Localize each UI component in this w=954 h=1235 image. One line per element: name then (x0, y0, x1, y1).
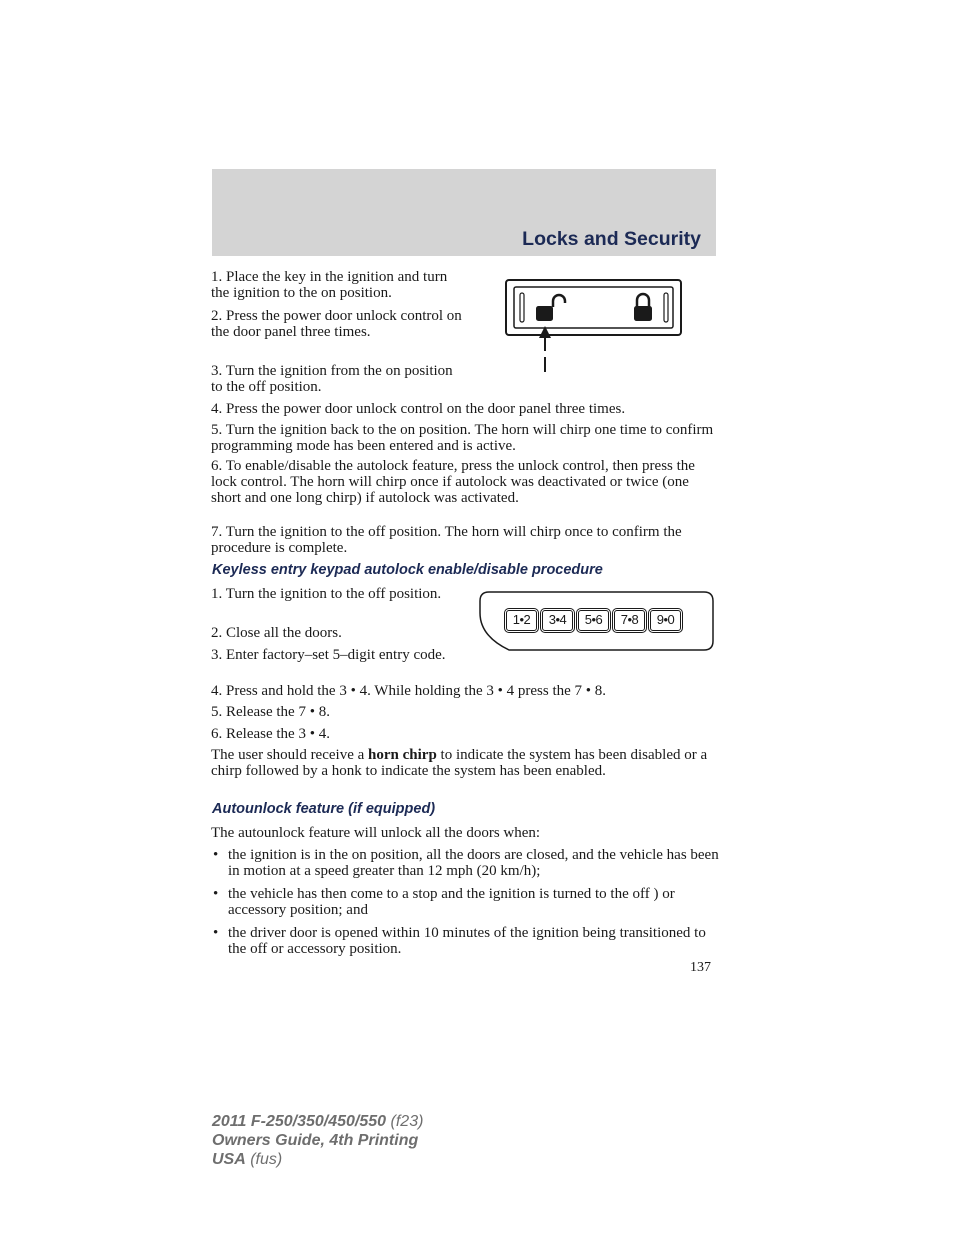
keypad-button-5-6[interactable]: 5•6 (578, 610, 609, 631)
autounlock-bullet-1: the ignition is in the on position, all the doors are closed, and the vehicle has been in motion at a speed greater than 12 mph (20 km/h); (228, 847, 719, 879)
keypad-step-5: 5. Release the 7 • 8. (211, 704, 330, 720)
footer-model: 2011 F-250/350/450/550 (212, 1113, 387, 1130)
ignition-step-4: 4. Press the power door unlock control on the door panel three times. (211, 401, 626, 417)
keypad-button-3-4[interactable]: 3•4 (542, 610, 573, 631)
keypad-section-heading: Keyless entry keypad autolock enable/disable procedure (212, 562, 603, 578)
ignition-step-6: 6. To enable/disable the autolock feature, press the unlock control, then press the lock control. The horn will chirp once if autolock was deactivated or twice (one short and one long chirp) if autolock was activated. (211, 458, 695, 506)
footer-line-2: Owners Guide, 4th Printing (212, 1132, 419, 1149)
footer-market: USA (212, 1151, 246, 1168)
keypad-button-row (506, 610, 681, 631)
section-title: Locks and Security (522, 228, 701, 250)
bullet-marker: • (213, 847, 219, 863)
door-lock-switch-figure (505, 279, 683, 375)
keypad-button-7-8[interactable]: 7•8 (614, 610, 645, 631)
autounlock-intro: The autounlock feature will unlock all the doors when: (211, 825, 541, 841)
footer-line-3 (212, 1150, 423, 1169)
keypad-button-9-0[interactable]: 9•0 (650, 610, 681, 631)
footer-model-code: (f23) (386, 1113, 424, 1130)
keypad-result-post: to indicate the system has been disabled or a chirp followed by a honk to indicate the system has been enabled. (211, 747, 708, 779)
ignition-step-5: 5. Turn the ignition back to the on position. The horn will chirp one time to confirm programming mode has been entered and is active. (211, 422, 714, 454)
ignition-step-1: 1. Place the key in the ignition and turn the ignition to the on position. (211, 269, 448, 301)
footer-line-1 (212, 1112, 423, 1131)
autounlock-bullet-3: the driver door is opened within 10 minutes of the ignition being transitioned to the off or accessory position. (228, 925, 706, 957)
ignition-step-3: 3. Turn the ignition from the on position to the off position. (211, 363, 453, 395)
keypad-result-paragraph (211, 747, 717, 779)
ignition-step-7: 7. Turn the ignition to the off position. The horn will chirp once to confirm the procedure is complete. (211, 524, 682, 556)
keypad-step-4: 4. Press and hold the 3 • 4. While holding the 3 • 4 press the 7 • 8. (211, 683, 607, 699)
keypad-step-2: 2. Close all the doors. (211, 625, 342, 641)
keypad-step-6: 6. Release the 3 • 4. (211, 726, 330, 742)
keypad-result-pre: The user should receive a (211, 747, 369, 763)
autounlock-bullet-2: the vehicle has then come to a stop and the ignition is turned to the off ) or accessory position; and (228, 886, 675, 918)
keypad-step-3: 3. Enter factory–set 5–digit entry code. (211, 647, 446, 663)
keypad-figure (479, 591, 714, 651)
keypad-step-1: 1. Turn the ignition to the off position. (211, 586, 442, 602)
footer-market-code: (fus) (245, 1151, 283, 1168)
keypad-button-1-2[interactable]: 1•2 (506, 610, 537, 631)
page-number: 137 (690, 960, 711, 975)
autounlock-section-heading: Autounlock feature (if equipped) (212, 801, 436, 817)
bullet-marker: • (213, 925, 219, 941)
ignition-step-2: 2. Press the power door unlock control on the door panel three times. (211, 308, 462, 340)
section-header-band (212, 169, 716, 256)
bullet-marker: • (213, 886, 219, 902)
document-footer (212, 1112, 423, 1169)
keypad-result-bold: horn chirp (368, 747, 437, 763)
